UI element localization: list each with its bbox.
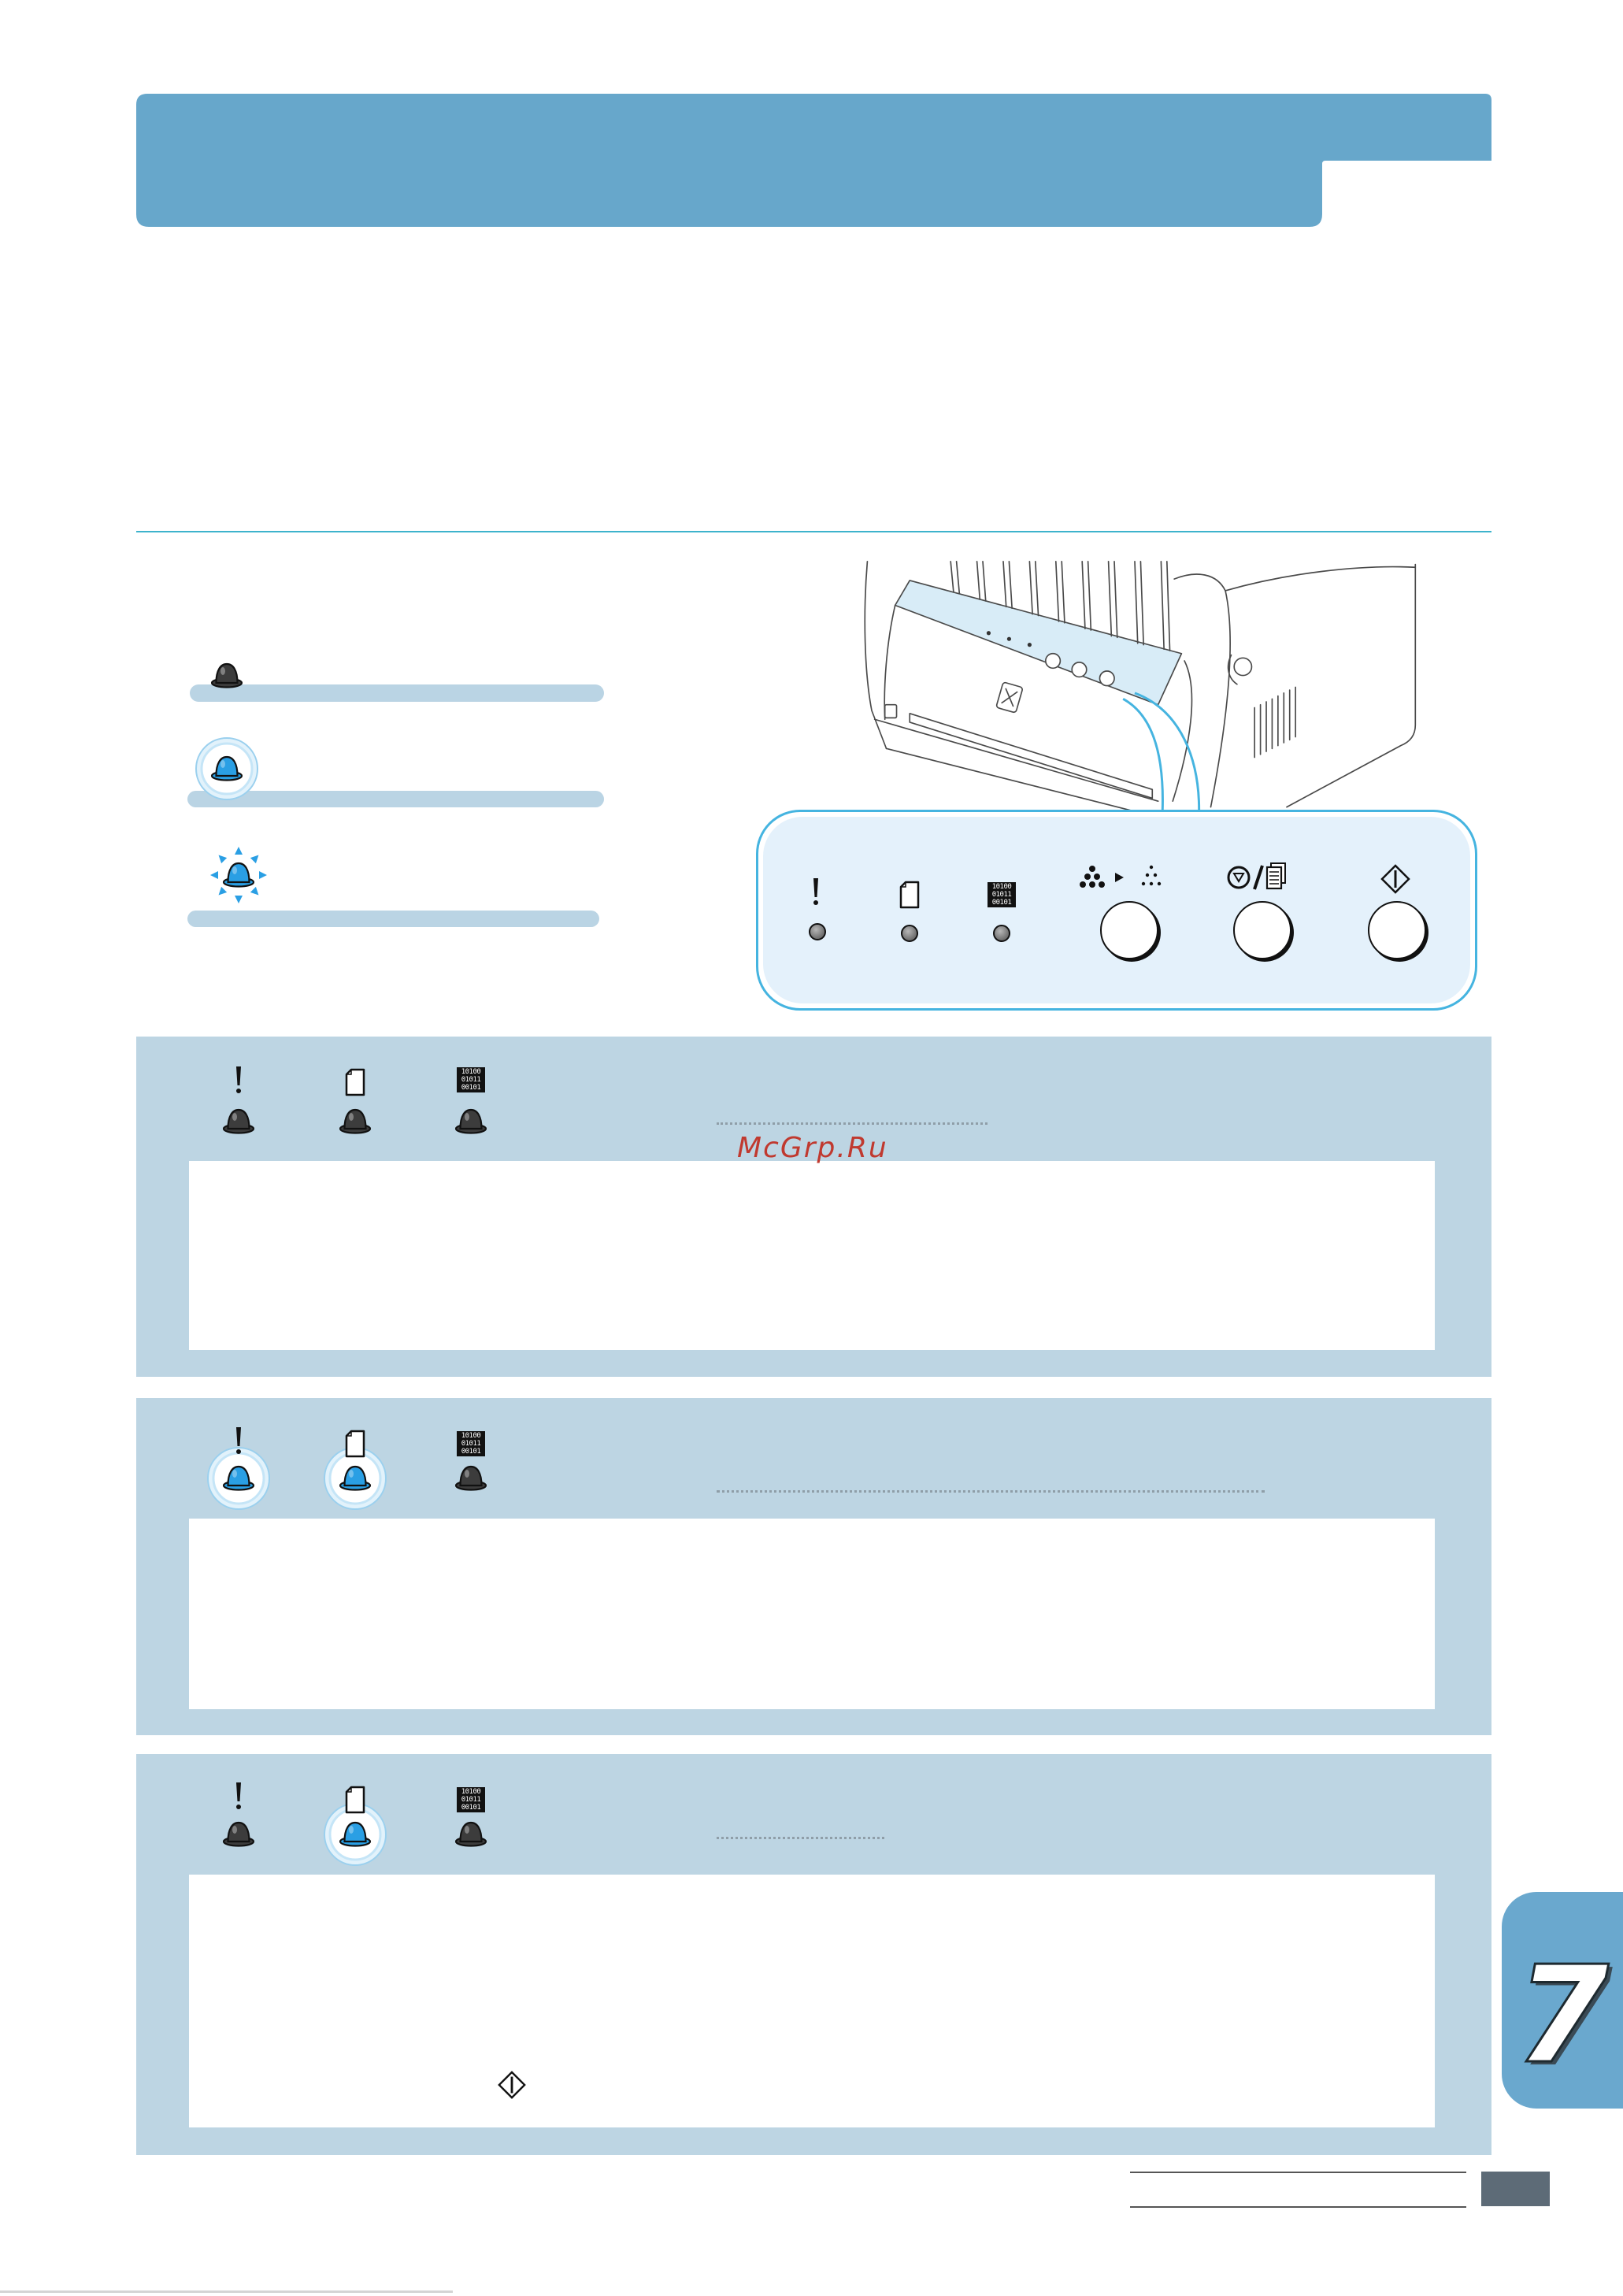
binary-line: 00101 [461,1804,481,1812]
led-shine [232,866,237,874]
data-icon [457,1431,485,1456]
led-shine [220,760,225,768]
led-graphic [324,1090,387,1153]
start-button [1368,901,1426,959]
binary-line: 01011 [461,1796,481,1804]
led-graphic [195,737,258,800]
led-shine [220,667,225,675]
led-dome [228,863,250,882]
led-dome [461,1110,482,1129]
led-dome [217,664,238,683]
led-graphic [439,1090,502,1153]
binary-line: 00101 [461,1084,481,1092]
data-icon [457,1787,485,1812]
data-led-icon [439,1090,502,1153]
panel-data-led [993,925,1010,942]
led-shine [232,1826,237,1834]
led-shine [232,1113,237,1121]
led-graphic [207,1090,270,1153]
led-dome [228,1823,250,1842]
paper-icon [344,1068,366,1096]
watermark-text: McGrp.Ru [737,1132,888,1164]
led-graphic [439,1447,502,1510]
status-section-3-text-box [189,1875,1435,2127]
data-icon [457,1067,485,1092]
paper-icon [344,1430,366,1458]
error-led-icon [207,1090,270,1153]
led-shine [349,1470,354,1478]
dotted-leader [717,1490,1265,1493]
binary-line: 00101 [461,1448,481,1456]
error-led-icon [207,1803,270,1866]
binary-line: 01011 [991,891,1012,899]
led-dome [228,1110,250,1129]
paper-icon [344,1786,366,1814]
led-shine [465,1113,469,1121]
legend-led-blinking-icon [207,844,270,907]
led-graphic [207,1803,270,1866]
section-divider-rule [136,531,1491,532]
cancel-demo-icon [1221,861,1300,894]
binary-line: 10100 [991,883,1012,891]
printer-logo [996,682,1023,713]
paper-led-icon [324,1090,387,1153]
led-graphic [195,644,258,707]
led-graphic [439,1803,502,1866]
toner-save-button [1100,901,1158,959]
panel-error-led [809,923,826,940]
start-icon [497,2070,527,2100]
footer-rule-bottom [1130,2206,1466,2208]
led-shine [465,1470,469,1478]
legend-bar-blinking [187,911,599,927]
chapter-tab [1502,1892,1623,2109]
status-section-2-text-box [189,1519,1435,1709]
panel-data-icon [988,882,1016,907]
chapter-header-banner [0,0,1623,236]
panel-error-icon [808,877,824,908]
toner-save-icon [1079,862,1176,893]
legend-led-off-icon [195,644,258,707]
status-section-1-text-box [189,1161,1435,1350]
binary-line: 01011 [461,1076,481,1084]
printer-illustration [851,558,1428,814]
dotted-leader [717,1837,884,1839]
binary-line: 10100 [461,1068,481,1076]
legend-led-on-icon [195,737,258,800]
led-dome [461,1823,482,1842]
binary-line: 10100 [461,1788,481,1796]
led-shine [232,1470,237,1478]
panel-paper-icon [899,881,921,909]
scan-edge-line [0,2290,453,2293]
led-shine [465,1826,469,1834]
panel-paper-led [901,925,918,942]
led-dome [461,1467,482,1486]
binary-line: 00101 [991,899,1012,907]
led-graphic [207,844,270,907]
error-icon [231,1426,246,1457]
dotted-leader [717,1122,988,1125]
error-icon [231,1065,246,1096]
led-shine [349,1113,354,1121]
chapter-number: 7 [1515,1938,1610,2094]
binary-line: 10100 [461,1432,481,1440]
binary-line: 01011 [461,1440,481,1448]
data-led-icon [439,1803,502,1866]
start-icon [1380,863,1411,895]
footer-rule-top [1130,2172,1466,2173]
page-number-block [1481,2172,1550,2206]
cancel-demo-button [1233,901,1291,959]
led-shine [349,1826,354,1834]
data-led-icon [439,1447,502,1510]
led-dome [345,1110,366,1129]
error-icon [231,1781,246,1812]
